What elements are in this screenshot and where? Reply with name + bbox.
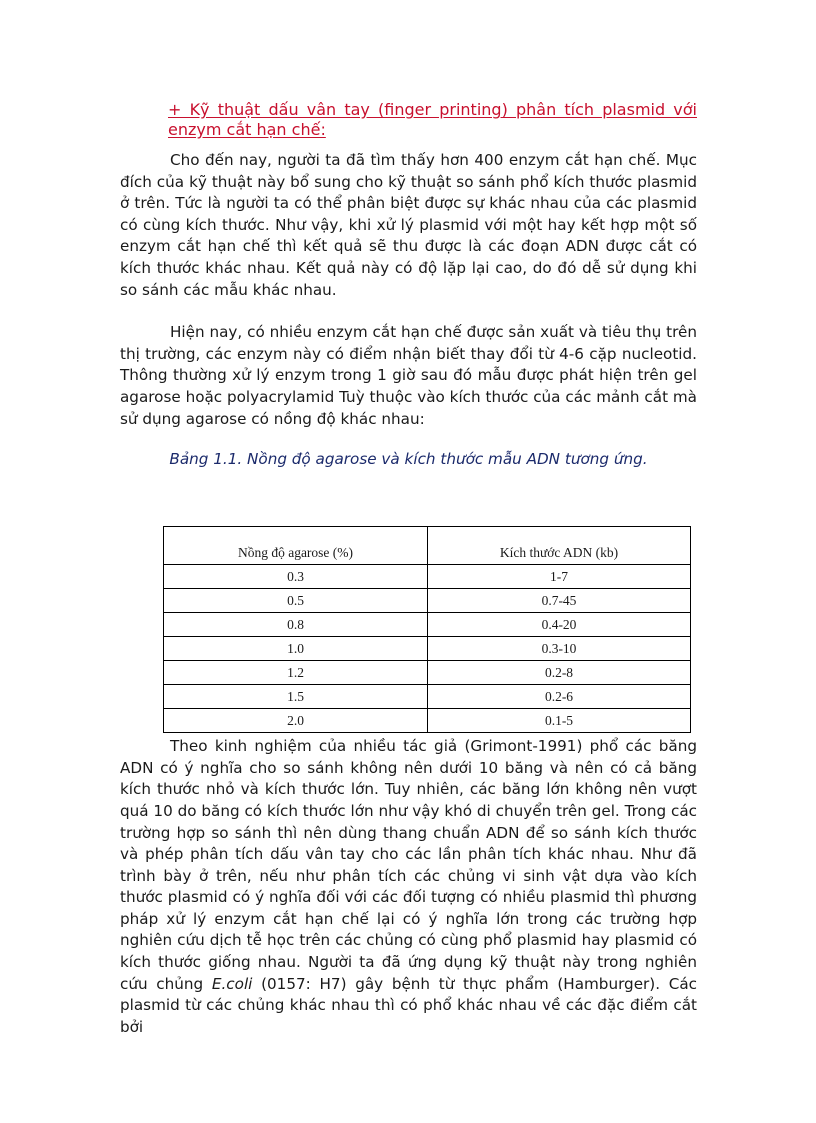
section-heading: + Kỹ thuật dấu vân tay (finger printing) phân tích plasmid với enzym cắt hạn chế: xyxy=(168,100,697,139)
paragraph-enzyme-market: Hiện nay, có nhiều enzym cắt hạn chế được sản xuất và tiêu thụ trên thị trường, các enzym này có điểm nhận biết thay đổi từ 4-6 cặp nucleotid. Thông thường xử lý enzym trong 1 giờ sau đó mẫu được phát hiện trên gel agarose hoặc polyacrylamid Tuỳ thuộc vào kích thước của các mảnh cắt mà sử dụng agarose có nồng độ khác nhau: xyxy=(120,323,697,428)
cell-concentration: 1.0 xyxy=(164,637,428,661)
table-row xyxy=(164,589,691,613)
paragraph-text-part: Theo kinh nghiệm của nhiều tác giả (Grimont-1991) phổ các băng ADN có ý nghĩa cho so sánh không nên dưới 10 băng và nên có cả băng kích thước nhỏ và kích thước lớn. Tuy nhiên, các băng lớn không nên vượt quá 10 do băng có kích thước lớn như vậy khó di chuyển trên gel. Trong các trường hợp so sánh thì nên dùng thang chuẩn ADN để so sánh kích thước và phép phân tích dấu vân tay cho các lần phân tích khác nhau. Như đã trình bày ở trên, nếu như phân tích các chủng vi sinh vật dựa vào kích thước plasmid có ý nghĩa đối với các đối tượng có nhiều plasmid thì phương pháp xử lý enzym cắt hạn chế lại có ý nghĩa lớn trong các trường hợp nghiên cứu dịch tễ học trên các chủng có cùng phổ plasmid hay plasmid có kích thước giống nhau. Người ta đã ứng dụng kỹ thuật này trong nghiên cứu chủng xyxy=(120,737,697,993)
table-header-row xyxy=(164,527,691,565)
cell-dna-size: 0.3-10 xyxy=(428,637,691,661)
cell-concentration: 0.8 xyxy=(164,613,428,637)
paragraph-fingerprint-analysis xyxy=(120,736,697,1038)
table-row xyxy=(164,709,691,733)
cell-dna-size: 0.2-6 xyxy=(428,685,691,709)
cell-concentration: 1.2 xyxy=(164,661,428,685)
table-row xyxy=(164,637,691,661)
table-row xyxy=(164,565,691,589)
cell-concentration: 0.5 xyxy=(164,589,428,613)
table-caption: Bảng 1.1. Nồng độ agarose và kích thước mẫu ADN tương ứng. xyxy=(169,450,648,469)
document-page xyxy=(120,96,697,1038)
header-agarose-concentration: Nồng độ agarose (%) xyxy=(164,527,428,565)
cell-dna-size: 0.1-5 xyxy=(428,709,691,733)
table-row xyxy=(164,685,691,709)
table-row xyxy=(164,613,691,637)
paragraph-text-part: (0157: H7) gây bệnh từ thực phẩm (Hamburger). Các plasmid từ các chủng khác nhau thì có phổ khác nhau về các đặc điểm cắt bởi xyxy=(120,974,697,1036)
cell-dna-size: 1-7 xyxy=(428,565,691,589)
cell-concentration: 0.3 xyxy=(164,565,428,589)
cell-concentration: 2.0 xyxy=(164,709,428,733)
header-dna-size: Kích thước ADN (kb) xyxy=(428,527,691,565)
cell-dna-size: 0.2-8 xyxy=(428,661,691,685)
cell-concentration: 1.5 xyxy=(164,685,428,709)
cell-dna-size: 0.7-45 xyxy=(428,589,691,613)
cell-dna-size: 0.4-20 xyxy=(428,613,691,637)
paragraph-restriction-enzymes: Cho đến nay, người ta đã tìm thấy hơn 400 enzym cắt hạn chế. Mục đích của kỹ thuật này bổ sung cho kỹ thuật so sánh phổ kích thước plasmid ở trên. Tức là người ta có thể phân biệt được sự khác nhau của các plasmid có cùng kích thước. Như vậy, khi xử lý plasmid với một hay kết hợp một số enzym cắt hạn chế thì kết quả sẽ thu được là các đoạn ADN được cắt có kích thước khác nhau. Kết quả này có độ lặp lại cao, do đó dễ sử dụng khi so sánh các mẫu khác nhau. xyxy=(120,151,697,299)
agarose-table xyxy=(163,526,691,733)
species-name: E.coli xyxy=(211,974,253,993)
table-row xyxy=(164,661,691,685)
